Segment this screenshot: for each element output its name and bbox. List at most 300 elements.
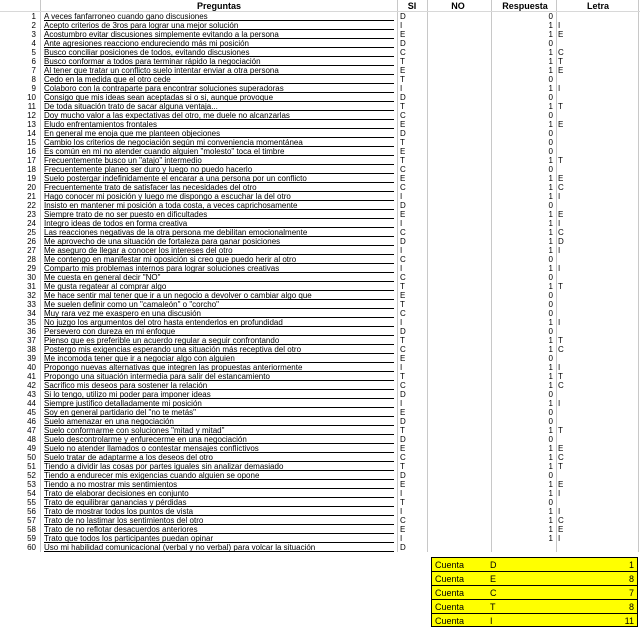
si-cell[interactable]: I	[400, 84, 403, 93]
letra-cell[interactable]	[557, 255, 578, 264]
question-cell[interactable]: Tiendo a no mostrar mis sentimientos	[44, 480, 394, 489]
respuesta-cell[interactable]: 0	[548, 300, 553, 309]
row-number-cell[interactable]: 38	[27, 345, 36, 354]
respuesta-cell[interactable]: 0	[548, 408, 553, 417]
respuesta-cell[interactable]: 0	[548, 201, 553, 210]
question-cell[interactable]: Me suelen definir como un "camaleón" o "corcho"	[44, 300, 394, 309]
respuesta-cell[interactable]: 1	[548, 183, 553, 192]
si-cell[interactable]: T	[400, 282, 405, 291]
question-cell[interactable]: Acostumbro evitar discusiones simplemente evitando a la persona	[44, 30, 394, 39]
letra-cell[interactable]: I	[558, 219, 561, 228]
respuesta-cell[interactable]: 0	[548, 273, 553, 282]
row-number-cell[interactable]: 35	[27, 318, 36, 327]
si-cell[interactable]: C	[400, 381, 406, 390]
respuesta-cell[interactable]: 0	[548, 75, 553, 84]
summary-label[interactable]: Cuenta	[435, 560, 465, 570]
si-cell[interactable]: C	[400, 183, 406, 192]
summary-count[interactable]: 11	[624, 616, 634, 626]
si-cell[interactable]: T	[400, 372, 405, 381]
si-cell[interactable]: I	[400, 264, 403, 273]
letra-cell[interactable]: E	[558, 210, 564, 219]
letra-cell[interactable]: C	[558, 48, 564, 57]
row-number-cell[interactable]: 29	[27, 264, 36, 273]
question-cell[interactable]: Doy mucho valor a las expectativas del otro, me duele no alcanzarlas	[44, 111, 394, 120]
letra-cell[interactable]	[557, 201, 578, 210]
row-number-cell[interactable]: 60	[27, 543, 36, 552]
letra-cell[interactable]	[557, 147, 578, 156]
question-cell[interactable]: Busco conciliar posiciones de todos, evitando discusiones	[44, 48, 394, 57]
si-cell[interactable]: I	[400, 318, 403, 327]
row-number-cell[interactable]: 57	[27, 516, 36, 525]
summary-letter[interactable]: T	[490, 602, 496, 612]
row-number-cell[interactable]: 53	[27, 480, 36, 489]
letra-cell[interactable]: T	[558, 57, 563, 66]
respuesta-cell[interactable]: 0	[548, 435, 553, 444]
row-number-cell[interactable]: 12	[27, 111, 36, 120]
question-cell[interactable]: Frecuentemente trato de satisfacer las necesidades del otro	[44, 183, 394, 192]
si-cell[interactable]: D	[400, 327, 406, 336]
summary-letter[interactable]: D	[490, 560, 497, 570]
letra-cell[interactable]	[557, 498, 578, 507]
question-cell[interactable]: Soy en general partidario del "no te metás"	[44, 408, 394, 417]
question-cell[interactable]: Acepto criterios de 3ros para lograr una mejor solución	[44, 21, 394, 30]
respuesta-cell[interactable]: 1	[548, 30, 553, 39]
row-number-cell[interactable]: 16	[27, 147, 36, 156]
letra-cell[interactable]	[557, 471, 578, 480]
letra-cell[interactable]	[557, 435, 578, 444]
question-cell[interactable]: De toda situación trato de sacar alguna ventaja...	[44, 102, 394, 111]
si-cell[interactable]: T	[400, 156, 405, 165]
si-cell[interactable]: E	[400, 480, 406, 489]
respuesta-cell[interactable]: 1	[548, 246, 553, 255]
letra-cell[interactable]	[557, 111, 578, 120]
row-number-cell[interactable]: 47	[27, 426, 36, 435]
row-number-cell[interactable]: 37	[27, 336, 36, 345]
letra-cell[interactable]: D	[558, 237, 564, 246]
si-cell[interactable]: D	[400, 129, 406, 138]
question-cell[interactable]: Trato de equilibrar ganancias y pérdidas	[44, 498, 394, 507]
letra-cell[interactable]	[557, 273, 578, 282]
si-cell[interactable]: I	[400, 534, 403, 543]
question-cell[interactable]: Me gusta regatear al comprar algo	[44, 282, 394, 291]
si-cell[interactable]: C	[400, 48, 406, 57]
si-cell[interactable]: D	[400, 417, 406, 426]
letra-cell[interactable]: I	[558, 489, 561, 498]
si-cell[interactable]: C	[400, 273, 406, 282]
si-cell[interactable]: T	[400, 498, 405, 507]
row-number-cell[interactable]: 56	[27, 507, 36, 516]
question-cell[interactable]: Eludo enfrentamientos frontales	[44, 120, 394, 129]
letra-cell[interactable]: I	[558, 318, 561, 327]
respuesta-cell[interactable]: 1	[548, 381, 553, 390]
letra-cell[interactable]: I	[558, 363, 561, 372]
si-cell[interactable]: I	[400, 399, 403, 408]
header-si[interactable]: SI	[407, 1, 417, 11]
question-cell[interactable]: Colaboro con la contraparte para encontrar soluciones superadoras	[44, 84, 394, 93]
row-number-cell[interactable]: 59	[27, 534, 36, 543]
summary-label[interactable]: Cuenta	[435, 574, 465, 584]
respuesta-cell[interactable]: 0	[548, 111, 553, 120]
row-number-cell[interactable]: 49	[27, 444, 36, 453]
respuesta-cell[interactable]: 1	[548, 525, 553, 534]
si-cell[interactable]: D	[400, 93, 406, 102]
respuesta-cell[interactable]: 0	[548, 39, 553, 48]
letra-cell[interactable]	[557, 417, 578, 426]
letra-cell[interactable]: E	[558, 174, 564, 183]
si-cell[interactable]: I	[400, 489, 403, 498]
question-cell[interactable]: Propongo nuevas alternativas que integren las propuestas anteriormente	[44, 363, 394, 372]
si-cell[interactable]: I	[400, 363, 403, 372]
respuesta-cell[interactable]: 1	[548, 372, 553, 381]
letra-cell[interactable]: E	[558, 30, 564, 39]
letra-cell[interactable]: C	[558, 345, 564, 354]
respuesta-cell[interactable]: 1	[548, 453, 553, 462]
si-cell[interactable]: C	[400, 309, 406, 318]
letra-cell[interactable]	[557, 390, 578, 399]
letra-cell[interactable]: I	[558, 399, 561, 408]
si-cell[interactable]: T	[400, 426, 405, 435]
question-cell[interactable]: Cedo en la medida que el otro cede	[44, 75, 394, 84]
respuesta-cell[interactable]: 0	[548, 129, 553, 138]
row-number-cell[interactable]: 23	[27, 210, 36, 219]
respuesta-cell[interactable]: 1	[548, 192, 553, 201]
row-number-cell[interactable]: 15	[27, 138, 36, 147]
letra-cell[interactable]	[557, 138, 578, 147]
si-cell[interactable]: C	[400, 453, 406, 462]
row-number-cell[interactable]: 7	[31, 66, 36, 75]
row-number-cell[interactable]: 6	[31, 57, 36, 66]
row-number-cell[interactable]: 20	[27, 183, 36, 192]
question-cell[interactable]: Siempre trato de no ser puesto en dificultades	[44, 210, 394, 219]
question-cell[interactable]: Postergo mis exigencias esperando una situación más receptiva del otro	[44, 345, 394, 354]
row-number-cell[interactable]: 3	[31, 30, 36, 39]
letra-cell[interactable]: E	[558, 120, 564, 129]
respuesta-cell[interactable]: 0	[548, 165, 553, 174]
question-cell[interactable]: Suelo conformarme con soluciones "mitad y mitad"	[44, 426, 394, 435]
row-number-cell[interactable]: 11	[27, 102, 36, 111]
row-number-cell[interactable]: 14	[27, 129, 36, 138]
si-cell[interactable]: T	[400, 102, 405, 111]
letra-cell[interactable]: T	[558, 282, 563, 291]
letra-cell[interactable]	[557, 327, 578, 336]
row-number-cell[interactable]: 13	[27, 120, 36, 129]
si-cell[interactable]: I	[400, 507, 403, 516]
question-cell[interactable]: Persevero con dureza en mi enfoque	[44, 327, 394, 336]
respuesta-cell[interactable]: 1	[548, 156, 553, 165]
respuesta-cell[interactable]: 0	[548, 291, 553, 300]
letra-cell[interactable]: E	[558, 444, 564, 453]
letra-cell[interactable]	[557, 543, 578, 552]
si-cell[interactable]: I	[400, 246, 403, 255]
question-cell[interactable]: Ante agresiones reacciono endureciendo más mi posición	[44, 39, 394, 48]
respuesta-cell[interactable]: 1	[548, 174, 553, 183]
si-cell[interactable]: E	[400, 408, 406, 417]
si-cell[interactable]: C	[400, 111, 406, 120]
letra-cell[interactable]	[557, 165, 578, 174]
letra-cell[interactable]: C	[558, 516, 564, 525]
respuesta-cell[interactable]: 1	[548, 84, 553, 93]
question-cell[interactable]: Suelo postergar indefinidamente el encarar a una persona por un conflicto	[44, 174, 394, 183]
letra-cell[interactable]	[557, 93, 578, 102]
si-cell[interactable]: I	[400, 21, 403, 30]
si-cell[interactable]: E	[400, 30, 406, 39]
row-number-cell[interactable]: 45	[27, 408, 36, 417]
summary-letter[interactable]: E	[490, 574, 497, 584]
row-number-cell[interactable]: 43	[27, 390, 36, 399]
letra-cell[interactable]: T	[558, 336, 563, 345]
letra-cell[interactable]: T	[558, 372, 563, 381]
respuesta-cell[interactable]: 1	[548, 426, 553, 435]
question-cell[interactable]: Suelo tratar de adaptarme a los deseos del otro	[44, 453, 394, 462]
row-number-cell[interactable]: 17	[27, 156, 36, 165]
si-cell[interactable]: T	[400, 75, 405, 84]
respuesta-cell[interactable]: 0	[548, 147, 553, 156]
row-number-cell[interactable]: 31	[27, 282, 36, 291]
row-number-cell[interactable]: 26	[27, 237, 36, 246]
letra-cell[interactable]: T	[558, 462, 563, 471]
row-number-cell[interactable]: 52	[27, 471, 36, 480]
question-cell[interactable]: Trato de no reflotar desacuerdos anteriores	[44, 525, 394, 534]
si-cell[interactable]: E	[400, 174, 406, 183]
row-number-cell[interactable]: 46	[27, 417, 36, 426]
summary-label[interactable]: Cuenta	[435, 602, 465, 612]
question-cell[interactable]: A veces fanfarroneo cuando gano discusiones	[44, 12, 394, 21]
question-cell[interactable]: Me aseguro de llegar a conocer los intereses del otro	[44, 246, 394, 255]
respuesta-cell[interactable]: 1	[548, 66, 553, 75]
question-cell[interactable]: Trato de mostrar todos los puntos de vista	[44, 507, 394, 516]
question-cell[interactable]: Suelo descontrolarme y enfurecerme en una negociación	[44, 435, 394, 444]
letra-cell[interactable]: I	[558, 21, 561, 30]
header-preguntas[interactable]: Preguntas	[196, 1, 241, 11]
si-cell[interactable]: E	[400, 525, 406, 534]
row-number-cell[interactable]: 22	[27, 201, 36, 210]
header-respuesta[interactable]: Respuesta	[502, 1, 548, 11]
si-cell[interactable]: C	[400, 516, 406, 525]
letra-cell[interactable]: T	[558, 426, 563, 435]
letra-cell[interactable]: I	[558, 246, 561, 255]
si-cell[interactable]: C	[400, 165, 406, 174]
si-cell[interactable]: D	[400, 390, 406, 399]
si-cell[interactable]: I	[400, 219, 403, 228]
letra-cell[interactable]	[557, 129, 578, 138]
question-cell[interactable]: Si lo tengo, utilizo mi poder para imponer ideas	[44, 390, 394, 399]
si-cell[interactable]: C	[400, 345, 406, 354]
question-cell[interactable]: Uso mi habilidad comunicacional (verbal y no verbal) para volcar la situación	[44, 543, 394, 552]
letra-cell[interactable]: I	[558, 84, 561, 93]
row-number-cell[interactable]: 4	[31, 39, 36, 48]
row-number-cell[interactable]: 48	[27, 435, 36, 444]
respuesta-cell[interactable]: 1	[548, 120, 553, 129]
row-number-cell[interactable]: 44	[27, 399, 36, 408]
respuesta-cell[interactable]: 1	[548, 282, 553, 291]
row-number-cell[interactable]: 8	[31, 75, 36, 84]
si-cell[interactable]: D	[400, 471, 406, 480]
question-cell[interactable]: Trato que todos los participantes puedan opinar	[44, 534, 394, 543]
si-cell[interactable]: T	[400, 300, 405, 309]
respuesta-cell[interactable]: 1	[548, 480, 553, 489]
letra-cell[interactable]: E	[558, 480, 564, 489]
question-cell[interactable]: Frecuentemente busco un "atajo" intermedio	[44, 156, 394, 165]
summary-count[interactable]: 8	[628, 602, 634, 612]
respuesta-cell[interactable]: 0	[548, 93, 553, 102]
respuesta-cell[interactable]: 1	[548, 21, 553, 30]
si-cell[interactable]: E	[400, 444, 406, 453]
respuesta-cell[interactable]: 0	[548, 327, 553, 336]
question-cell[interactable]: Me cuesta en general decir "NO"	[44, 273, 394, 282]
question-cell[interactable]: Tiendo a dividir las cosas por partes iguales sin analizar demasiado	[44, 462, 394, 471]
letra-cell[interactable]	[557, 75, 578, 84]
question-cell[interactable]: Siempre justifico detalladamente mi posición	[44, 399, 394, 408]
respuesta-cell[interactable]: 1	[548, 102, 553, 111]
si-cell[interactable]: T	[400, 462, 405, 471]
letra-cell[interactable]: I	[558, 264, 561, 273]
si-cell[interactable]: D	[400, 543, 406, 552]
question-cell[interactable]: Consigo que mis ideas sean aceptadas si o si, aunque provoque	[44, 93, 394, 102]
letra-cell[interactable]: T	[558, 156, 563, 165]
question-cell[interactable]: No juzgo los argumentos del otro hasta entenderlos en profundidad	[44, 318, 394, 327]
summary-count[interactable]: 8	[628, 574, 634, 584]
letra-cell[interactable]	[557, 12, 578, 21]
respuesta-cell[interactable]: 1	[548, 57, 553, 66]
question-cell[interactable]: Hago conocer mi posición y luego me dispongo a escuchar la del otro	[44, 192, 394, 201]
si-cell[interactable]: D	[400, 237, 406, 246]
row-number-cell[interactable]: 51	[27, 462, 36, 471]
row-number-cell[interactable]: 36	[27, 327, 36, 336]
question-cell[interactable]: Trato de no lastimar los sentimientos del otro	[44, 516, 394, 525]
letra-cell[interactable]: C	[558, 228, 564, 237]
summary-letter[interactable]: I	[490, 616, 493, 626]
letra-cell[interactable]	[557, 39, 578, 48]
si-cell[interactable]: T	[400, 138, 405, 147]
row-number-cell[interactable]: 9	[31, 84, 36, 93]
si-cell[interactable]: E	[400, 210, 406, 219]
row-number-cell[interactable]: 27	[27, 246, 36, 255]
question-cell[interactable]: Muy rara vez me exaspero en una discusión	[44, 309, 394, 318]
letra-cell[interactable]: I	[558, 192, 561, 201]
row-number-cell[interactable]: 50	[27, 453, 36, 462]
respuesta-cell[interactable]: 1	[548, 264, 553, 273]
row-number-cell[interactable]: 28	[27, 255, 36, 264]
respuesta-cell[interactable]: 1	[548, 219, 553, 228]
letra-cell[interactable]	[557, 300, 578, 309]
si-cell[interactable]: C	[400, 255, 406, 264]
respuesta-cell[interactable]: 1	[548, 516, 553, 525]
row-number-cell[interactable]: 2	[31, 21, 36, 30]
row-number-cell[interactable]: 33	[27, 300, 36, 309]
respuesta-cell[interactable]: 1	[548, 363, 553, 372]
letra-cell[interactable]: I	[558, 534, 561, 543]
row-number-cell[interactable]: 30	[27, 273, 36, 282]
letra-cell[interactable]: C	[558, 183, 564, 192]
question-cell[interactable]: Suelo amenazar en una negociación	[44, 417, 394, 426]
letra-cell[interactable]: E	[558, 66, 564, 75]
row-number-cell[interactable]: 34	[27, 309, 36, 318]
si-cell[interactable]: E	[400, 354, 406, 363]
si-cell[interactable]: E	[400, 291, 406, 300]
letra-cell[interactable]	[557, 408, 578, 417]
row-number-cell[interactable]: 41	[27, 372, 36, 381]
question-cell[interactable]: Me incomoda tener que ir a negociar algo con alguien	[44, 354, 394, 363]
question-cell[interactable]: Suelo no atender llamados o contestar mensajes conflictivos	[44, 444, 394, 453]
si-cell[interactable]: D	[400, 12, 406, 21]
question-cell[interactable]: En general me enoja que me planteen objeciones	[44, 129, 394, 138]
si-cell[interactable]: T	[400, 57, 405, 66]
question-cell[interactable]: Busco conformar a todos para terminar rápido la negociación	[44, 57, 394, 66]
question-cell[interactable]: Propongo una situación intermedia para salir del estancamiento	[44, 372, 394, 381]
question-cell[interactable]: Cambio los criterios de negociación según mi conveniencia momentánea	[44, 138, 394, 147]
si-cell[interactable]: E	[400, 147, 406, 156]
row-number-cell[interactable]: 25	[27, 228, 36, 237]
si-cell[interactable]: D	[400, 39, 406, 48]
letra-cell[interactable]	[557, 291, 578, 300]
respuesta-cell[interactable]: 0	[548, 138, 553, 147]
question-cell[interactable]: Sacrifico mis deseos para sostener la relación	[44, 381, 394, 390]
respuesta-cell[interactable]: 1	[548, 318, 553, 327]
respuesta-cell[interactable]: 1	[548, 444, 553, 453]
respuesta-cell[interactable]: 1	[548, 462, 553, 471]
summary-label[interactable]: Cuenta	[435, 616, 465, 626]
si-cell[interactable]: C	[400, 228, 406, 237]
respuesta-cell[interactable]: 0	[548, 12, 553, 21]
row-number-cell[interactable]: 21	[27, 192, 36, 201]
summary-label[interactable]: Cuenta	[435, 588, 465, 598]
respuesta-cell[interactable]: 0	[548, 498, 553, 507]
si-cell[interactable]: D	[400, 435, 406, 444]
row-number-cell[interactable]: 39	[27, 354, 36, 363]
question-cell[interactable]: Me contengo en manifestar mi oposición si creo que puedo herir al otro	[44, 255, 394, 264]
question-cell[interactable]: Trato de elaborar decisiones en conjunto	[44, 489, 394, 498]
respuesta-cell[interactable]: 1	[548, 228, 553, 237]
row-number-cell[interactable]: 1	[31, 12, 36, 21]
summary-count[interactable]: 1	[628, 560, 634, 570]
letra-cell[interactable]: T	[558, 102, 563, 111]
letra-cell[interactable]: I	[558, 507, 561, 516]
question-cell[interactable]: Frecuentemente planeo ser duro y luego no puedo hacerlo	[44, 165, 394, 174]
question-cell[interactable]: Comparto mis problemas internos para lograr soluciones creativas	[44, 264, 394, 273]
respuesta-cell[interactable]: 0	[548, 417, 553, 426]
question-cell[interactable]: Insisto en mantener mi posición a toda costa, a veces caprichosamente	[44, 201, 394, 210]
row-number-cell[interactable]: 19	[27, 174, 36, 183]
row-number-cell[interactable]: 55	[27, 498, 36, 507]
si-cell[interactable]: I	[400, 192, 403, 201]
respuesta-cell[interactable]: 1	[548, 489, 553, 498]
summary-letter[interactable]: C	[490, 588, 497, 598]
question-cell[interactable]: Me hace sentir mal tener que ir a un negocio a devolver o cambiar algo que	[44, 291, 394, 300]
si-cell[interactable]: E	[400, 66, 406, 75]
row-number-cell[interactable]: 10	[27, 93, 36, 102]
respuesta-cell[interactable]: 0	[548, 309, 553, 318]
si-cell[interactable]: E	[400, 120, 406, 129]
row-number-cell[interactable]: 24	[27, 219, 36, 228]
respuesta-cell[interactable]: 0	[548, 255, 553, 264]
question-cell[interactable]: Pienso que es preferible un acuerdo regular a seguir confrontando	[44, 336, 394, 345]
question-cell[interactable]: Es común en mi no atender cuando alguien "molesto" toca el timbre	[44, 147, 394, 156]
si-cell[interactable]: T	[400, 336, 405, 345]
respuesta-cell[interactable]: 0	[548, 354, 553, 363]
respuesta-cell[interactable]: 1	[548, 237, 553, 246]
letra-cell[interactable]: E	[558, 525, 564, 534]
row-number-cell[interactable]: 42	[27, 381, 36, 390]
letra-cell[interactable]	[557, 354, 578, 363]
respuesta-cell[interactable]: 1	[548, 534, 553, 543]
row-number-cell[interactable]: 32	[27, 291, 36, 300]
question-cell[interactable]: Me aprovecho de una situación de fortaleza para ganar posiciones	[44, 237, 394, 246]
row-number-cell[interactable]: 18	[27, 165, 36, 174]
row-number-cell[interactable]: 40	[27, 363, 36, 372]
respuesta-cell[interactable]: 0	[548, 471, 553, 480]
question-cell[interactable]: Tiendo a endurecer mis exigencias cuando alguien se opone	[44, 471, 394, 480]
respuesta-cell[interactable]: 1	[548, 210, 553, 219]
